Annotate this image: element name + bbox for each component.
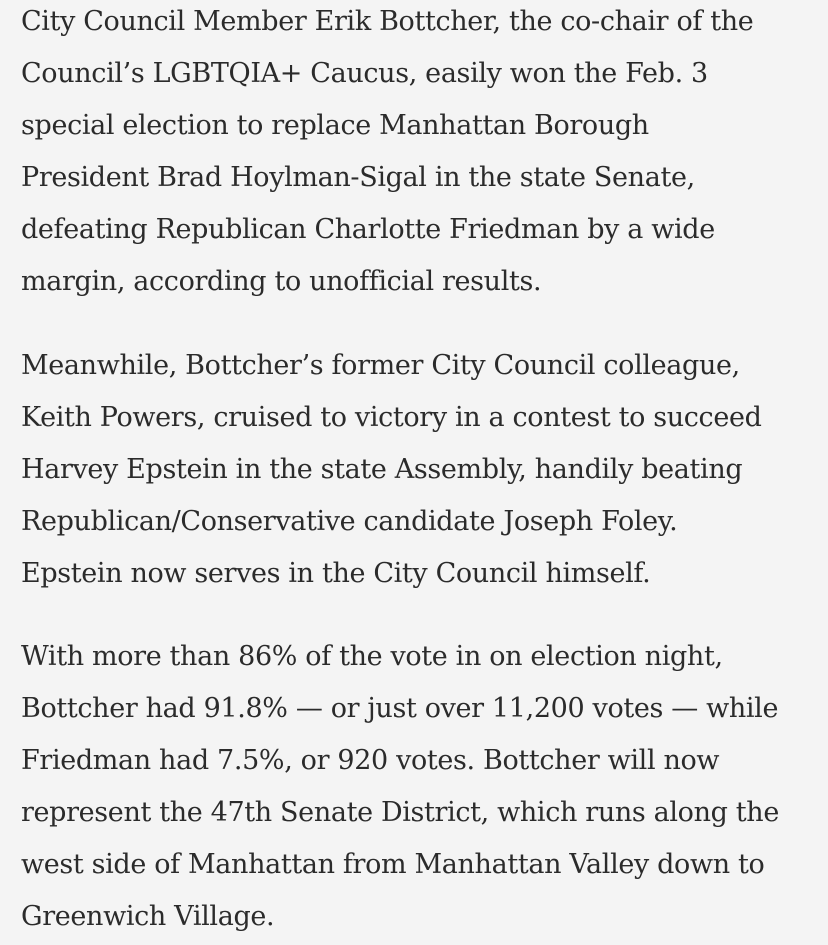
text-line: Council’s LGBTQIA+ Caucus, easily won the Feb. 3 xyxy=(21,58,708,89)
text-line: west side of Manhattan from Manhattan Valley down to xyxy=(21,849,765,880)
text-line: margin, according to unofficial results. xyxy=(21,266,542,297)
text-line: Bottcher had 91.8% — or just over 11,200 votes — while xyxy=(21,693,779,724)
text-line: Meanwhile, Bottcher’s former City Council colleague, xyxy=(21,350,740,381)
text-line: Greenwich Village. xyxy=(21,901,275,932)
text-line: special election to replace Manhattan Borough xyxy=(21,110,649,141)
text-line: Epstein now serves in the City Council himself. xyxy=(21,558,651,589)
text-line: President Brad Hoylman-Sigal in the state Senate, xyxy=(21,162,695,193)
text-line: Friedman had 7.5%, or 920 votes. Bottcher will now xyxy=(21,745,720,776)
text-line: Harvey Epstein in the state Assembly, handily beating xyxy=(21,454,743,485)
text-line: Keith Powers, cruised to victory in a contest to succeed xyxy=(21,402,762,433)
text-line: Republican/Conservative candidate Joseph Foley. xyxy=(21,506,678,537)
text-line: With more than 86% of the vote in on election night, xyxy=(21,641,723,672)
text-line: represent the 47th Senate District, which runs along the xyxy=(21,797,779,828)
text-line: defeating Republican Charlotte Friedman by a wide xyxy=(21,214,715,245)
text-line: City Council Member Erik Bottcher, the co-chair of the xyxy=(21,6,754,37)
